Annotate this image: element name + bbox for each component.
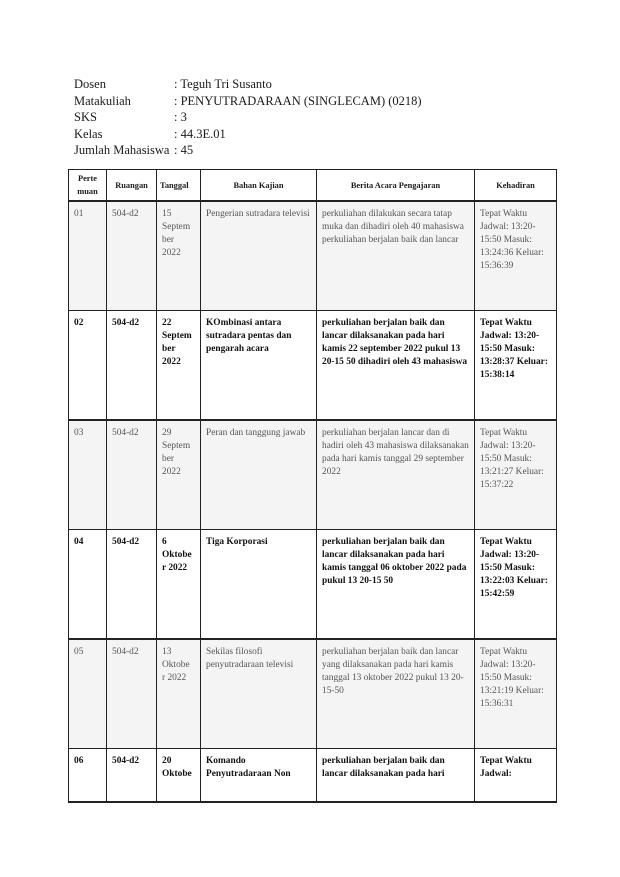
cell-kehadiran: Tepat Waktu Jadwal: 13:20-15:50 Masuk: 13:28:37 Keluar: 15:38:14 — [475, 311, 557, 421]
document-header — [74, 76, 422, 159]
cell-pertemuan: 04 — [69, 530, 107, 640]
cell-berita-acara: perkuliahan dilakukan secara tatap muka dan dihadiri oleh 40 mahasiswa perkuliahan berjalan baik dan lancar — [317, 201, 475, 311]
header-value: : PENYUTRADARAAN (SINGLECAM) (0218) — [174, 93, 422, 108]
cell-ruangan: 504-d2 — [107, 749, 157, 803]
cell-tanggal: 20 Oktobe — [157, 749, 201, 803]
cell-pertemuan: 03 — [69, 420, 107, 530]
header-row-sks — [74, 109, 422, 126]
table-row — [69, 749, 557, 803]
cell-ruangan: 504-d2 — [107, 530, 157, 640]
cell-tanggal: 22 Septem ber 2022 — [157, 311, 201, 421]
cell-berita-acara: perkuliahan berjalan baik dan lancar dilaksanakan pada hari kamis tanggal 06 oktober 2022 pada pukul 13 20-15 50 — [317, 530, 475, 640]
cell-pertemuan: 01 — [69, 201, 107, 311]
header-value: : 44.3E.01 — [174, 126, 226, 141]
column-header-kehadiran: Kehadiran — [475, 170, 557, 202]
column-header-tanggal: Tanggal — [157, 170, 201, 202]
cell-ruangan: 504-d2 — [107, 311, 157, 421]
column-header-pertemuan — [69, 170, 107, 202]
cell-kehadiran: Tepat Waktu Jadwal: — [475, 749, 557, 803]
cell-berita-acara: perkuliahan berjalan baik dan lancar dilaksanakan pada hari — [317, 749, 475, 803]
cell-ruangan: 504-d2 — [107, 639, 157, 749]
column-header-ruangan: Ruangan — [107, 170, 157, 202]
cell-pertemuan: 05 — [69, 639, 107, 749]
cell-bahan-kajian: Tiga Korporasi — [201, 530, 317, 640]
table-row — [69, 420, 557, 530]
column-header-pertemuan-line2: muan — [77, 187, 98, 196]
header-label: Matakuliah — [74, 93, 131, 108]
cell-kehadiran: Tepat Waktu Jadwal: 13:20-15:50 Masuk: 13:24:36 Keluar: 15:36:39 — [475, 201, 557, 311]
attendance-table — [68, 169, 557, 803]
cell-kehadiran: Tepat Waktu Jadwal: 13:20-15:50 Masuk: 13:22:03 Keluar: 15:42:59 — [475, 530, 557, 640]
header-label: Kelas — [74, 126, 103, 141]
cell-bahan-kajian: Komando Penyutradaraan Non — [201, 749, 317, 803]
header-row-matakuliah — [74, 93, 422, 110]
column-header-bahan-kajian: Bahan Kajian — [201, 170, 317, 202]
table-row — [69, 201, 557, 311]
cell-tanggal: 13 Oktobe r 2022 — [157, 639, 201, 749]
header-row-kelas — [74, 126, 422, 143]
column-header-berita-acara: Berita Acara Pengajaran — [317, 170, 475, 202]
cell-pertemuan: 06 — [69, 749, 107, 803]
header-label: Dosen — [74, 77, 106, 91]
column-header-pertemuan-line1: Perte — [77, 174, 98, 183]
cell-berita-acara: perkuliahan berjalan baik dan lancar yang dilaksanakan pada hari kamis tanggal 13 oktober 2022 pukul 13 20-15-50 — [317, 639, 475, 749]
cell-tanggal: 15 Septem ber 2022 — [157, 201, 201, 311]
cell-berita-acara: perkuliahan berjalan baik dan lancar dilaksanakan pada hari kamis 22 september 2022 pukul 13 20-15 50 dihadiri oleh 43 mahasiswa — [317, 311, 475, 421]
table-header-row — [69, 170, 557, 202]
table-row — [69, 311, 557, 421]
header-value: : 45 — [174, 143, 194, 157]
header-row-jumlah-mahasiswa — [74, 142, 422, 159]
cell-tanggal: 6 Oktobe r 2022 — [157, 530, 201, 640]
cell-bahan-kajian: KOmbinasi antara sutradara pentas dan pengarah acara — [201, 311, 317, 421]
cell-ruangan: 504-d2 — [107, 201, 157, 311]
table-row — [69, 530, 557, 640]
cell-pertemuan: 02 — [69, 311, 107, 421]
table-row — [69, 639, 557, 749]
cell-bahan-kajian: Peran dan tanggung jawab — [201, 420, 317, 530]
header-label: Jumlah Mahasiswa — [74, 143, 170, 157]
header-row-dosen — [74, 76, 422, 93]
header-value: : 3 — [174, 110, 187, 124]
cell-kehadiran: Tepat Waktu Jadwal: 13:20-15:50 Masuk: 13:21:19 Keluar: 15:36:31 — [475, 639, 557, 749]
header-label: SKS — [74, 110, 97, 124]
cell-tanggal: 29 Septem ber 2022 — [157, 420, 201, 530]
header-value: : Teguh Tri Susanto — [174, 77, 272, 91]
cell-ruangan: 504-d2 — [107, 420, 157, 530]
cell-kehadiran: Tepat Waktu Jadwal: 13:20-15:50 Masuk: 13:21:27 Keluar: 15:37:22 — [475, 420, 557, 530]
cell-bahan-kajian: Pengerian sutradara televisi — [201, 201, 317, 311]
cell-bahan-kajian: Sekilas filosofi penyutradaraan televisi — [201, 639, 317, 749]
cell-berita-acara: perkuliahan berjalan lancar dan di hadiri oleh 43 mahasiswa dilaksanakan pada hari kamis tanggal 29 september 2022 — [317, 420, 475, 530]
